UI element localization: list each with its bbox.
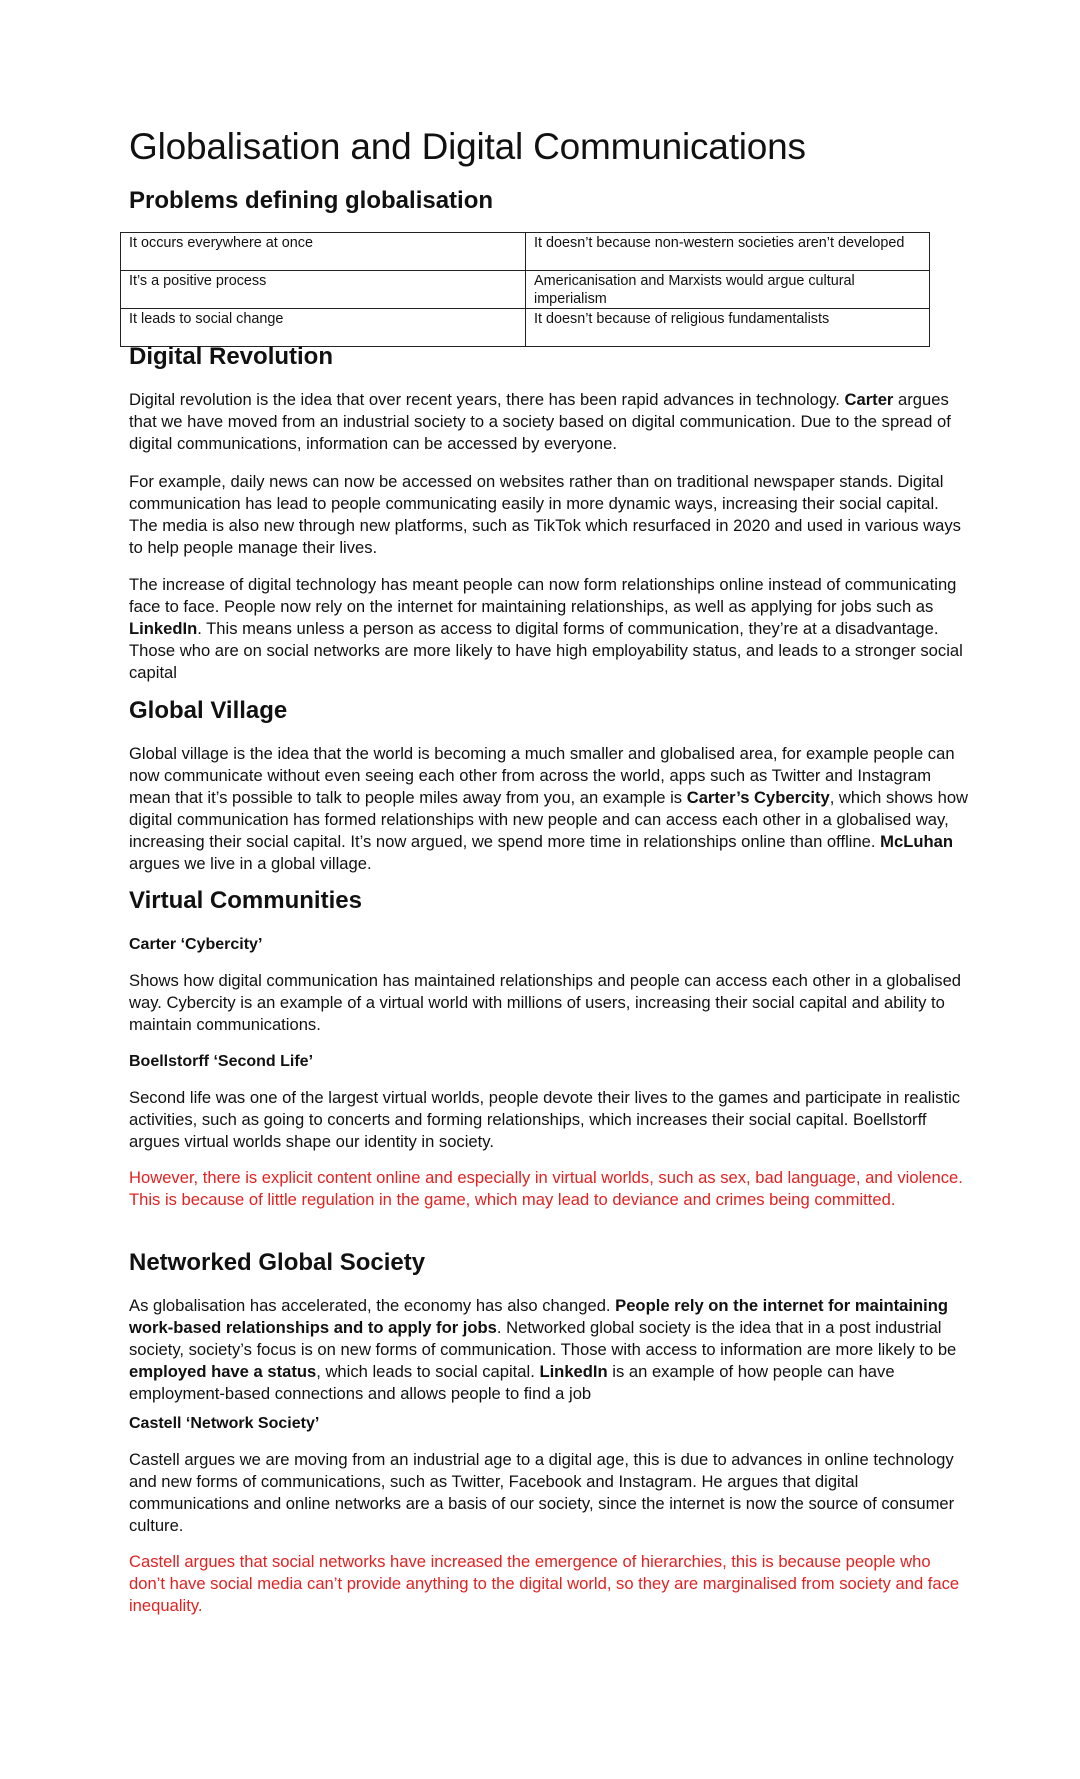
subheading-cybercity: Carter ‘Cybercity’ [129, 936, 263, 953]
paragraph: As globalisation has accelerated, the economy has also changed. People rely on the internet for maintaining work-based relationships and to apply for jobs. Networked global society is the idea that in a post industrial society, society’s focus is on new forms of communication. Those with access to information are more likely to be employed have a status, which leads to social capital. LinkedIn is an example of how people can have employment-based connections and allows people to find a job [129, 1296, 957, 1403]
table-cell-counter: It doesn’t because non-western societies aren’t developed [526, 233, 930, 271]
paragraph: Castell argues we are moving from an industrial age to a digital age, this is due to advances in online technology and new forms of communications, such as Twitter, Facebook and Instagram. He argues that digital communications and online networks are a basis of our society, since the internet is now the source of consumer culture. [129, 1450, 955, 1535]
heading-virtual-communities: Virtual Communities [129, 887, 362, 914]
paragraph: Digital revolution is the idea that over recent years, there has been rapid advances in technology. Carter argues that we have moved from an industrial society to a society based on digital communication. Due to the spread of digital communications, information can be accessed by everyone. [129, 390, 951, 453]
paragraph: The increase of digital technology has meant people can now form relationships online instead of communicating face to face. People now rely on the internet for maintaining relationships, as well as applying for jobs such as LinkedIn. This means unless a person as access to digital forms of communication, they’re at a disadvantage. Those who are on social networks are more likely to have high employability status, and leads to a stronger social capital [129, 575, 963, 682]
heading-networked-society: Networked Global Society [129, 1249, 426, 1276]
table-row [121, 233, 930, 271]
table-cell-claim: It’s a positive process [121, 271, 526, 309]
paragraph: Shows how digital communication has maintained relationships and people can access each other in a globalised way. Cybercity is an example of a virtual world with millions of users, increasing their social capital and ability to maintain communications. [129, 971, 962, 1034]
heading-global-village: Global Village [129, 697, 288, 724]
table-row [121, 309, 930, 347]
document-title: Globalisation and Digital Communications [129, 126, 806, 167]
subheading-network-society: Castell ‘Network Society’ [129, 1415, 320, 1432]
definitions-table [120, 232, 930, 347]
paragraph: Second life was one of the largest virtual worlds, people devote their lives to the games and participate in realistic activities, such as going to concerts and forming relationships, which increases their social capital. Boellstorff argues virtual worlds shape our identity in society. [129, 1088, 961, 1151]
heading-digital-revolution: Digital Revolution [129, 343, 333, 370]
subheading-second-life: Boellstorff ‘Second Life’ [129, 1053, 314, 1070]
heading-problems: Problems defining globalisation [129, 187, 494, 214]
table-cell-claim: It occurs everywhere at once [121, 233, 526, 271]
table-cell-claim: It leads to social change [121, 309, 526, 347]
table-cell-counter: It doesn’t because of religious fundamentalists [526, 309, 930, 347]
table-cell-counter: Americanisation and Marxists would argue cultural imperialism [526, 271, 930, 309]
paragraph: Global village is the idea that the world is becoming a much smaller and globalised area, for example people can now communicate without even seeing each other from across the world, apps such as Twitter and Instagram mean that it’s possible to talk to people miles away from you, an example is Carter’s Cybercity, which shows how digital communication has formed relationships with new people and can access each other in a globalised way, increasing their social capital. It’s now argued, we spend more time in relationships online than offline. McLuhan argues we live in a global village. [129, 744, 969, 873]
critique-paragraph: Castell argues that social networks have increased the emergence of hierarchies, this is because people who don’t have social media can’t provide anything to the digital world, so they are marginalised from society and face inequality. [129, 1552, 960, 1615]
paragraph: For example, daily news can now be accessed on websites rather than on traditional newspaper stands. Digital communication has lead to people communicating easily in more dynamic ways, increasing their social capital. The media is also new through new platforms, such as TikTok which resurfaced in 2020 and used in various ways to help people manage their lives. [129, 472, 961, 557]
table-row [121, 271, 930, 309]
critique-paragraph: However, there is explicit content online and especially in virtual worlds, such as sex, bad language, and violence. This is because of little regulation in the game, which may lead to deviance and crimes being committed. [129, 1168, 963, 1209]
